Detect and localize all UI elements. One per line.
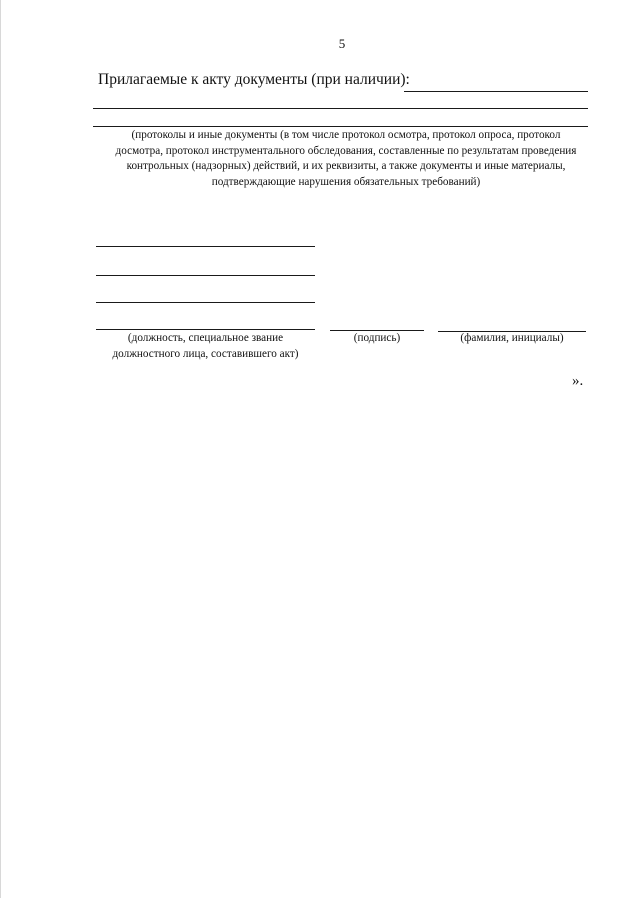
attachments-heading: Прилагаемые к акту документы (при наличии): bbox=[98, 71, 410, 88]
name-caption: (фамилия, инициалы) bbox=[460, 332, 564, 344]
page-number: 5 bbox=[338, 36, 346, 51]
scan-edge bbox=[0, 0, 1, 898]
attachments-fill-line-1 bbox=[404, 91, 588, 92]
position-caption-line-2: должностного лица, составившего акт) bbox=[112, 347, 299, 360]
position-signature-line bbox=[96, 329, 315, 330]
position-fill-line-3 bbox=[96, 302, 315, 303]
position-caption bbox=[96, 331, 315, 362]
attachments-caption: (протоколы и иные документы (в том числе протокол осмотра, протокол опроса, протокол досмотра, протокол инструментального обследования, составленные по результатам проведения контрольных (надзорных) действий, и их реквизиты, а также документы и иные материалы, подтверждающие нарушения обязательных требований) bbox=[115, 129, 577, 188]
position-fill-line-2 bbox=[96, 275, 315, 276]
signature-caption: (подпись) bbox=[353, 332, 401, 344]
position-fill-line-1 bbox=[96, 246, 315, 247]
closing-quote: ». bbox=[572, 373, 584, 389]
attachments-fill-line-3 bbox=[93, 126, 588, 127]
position-caption-line-1: (должность, специальное звание bbox=[127, 332, 284, 344]
attachments-fill-line-2 bbox=[93, 108, 588, 109]
